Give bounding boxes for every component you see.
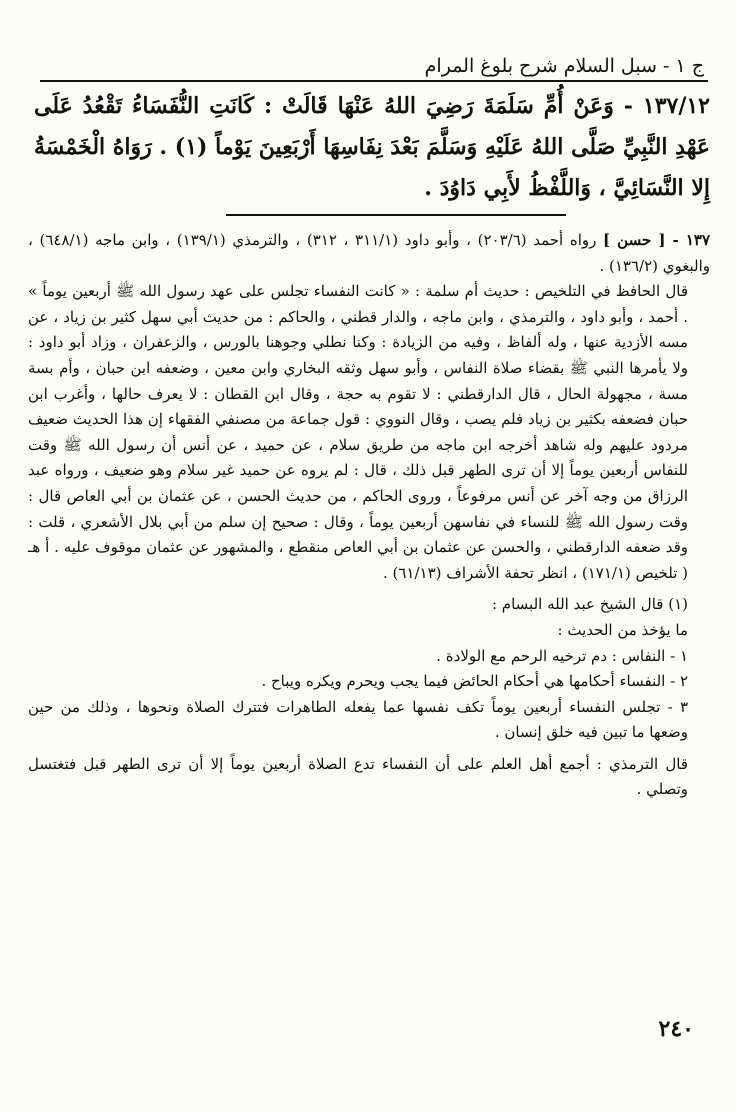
- footnote-item: ١ - النفاس : دم ترخيه الرحم مع الولادة .: [436, 646, 688, 665]
- running-header-text: ج ١ - سبل السلام شرح بلوغ المرام: [424, 55, 704, 77]
- header-rule: [40, 80, 708, 82]
- takhrij-paragraph: [28, 228, 710, 279]
- footnote-head: (١) قال الشيخ عبد الله البسام :: [491, 595, 688, 614]
- footnote-subhead: ما يؤخذ من الحديث :: [557, 620, 688, 639]
- hadith-text: ١٣٧/١٢ - وَعَنْ أُمِّ سَلَمَةَ رَضِيَ اللهُ عَنْهَا قَالَتْ : كَانَتِ النُّفَسَاءُ تَقْعُدُ عَلَى عَهْدِ النَّبِيِّ صَلَّى اللهُ عَلَيْهِ وَسَلَّمَ بَعْدَ نِفَاسِهَا أَرْبَعِينَ يَوْماً (١) . رَوَاهُ الْخَمْسَةُ إِلا النَّسَائِيَّ ، وَاللَّفْظُ لأَبِي دَاوُدَ .: [34, 93, 710, 201]
- page-number: ٢٤٠: [658, 1016, 694, 1042]
- takhrij-text: رواه أحمد (٢٠٣/٦) ، وأبو داود (٣١١/١ ، ٣١٢) ، والترمذي (١٣٩/١) ، وابن ماجه (٦٤٨/١) ، والبغوي (١٣٦/٢) .: [28, 231, 710, 275]
- footnote-item: ٣ - تجلس النفساء أربعين يوماً تكف نفسها عما يفعله الطاهرات فتترك الصلاة ونحوها ، وذلك من حين وضعها ما تبين فيه خلق إنسان .: [28, 697, 688, 742]
- running-header: [44, 44, 704, 78]
- takhrij-label: ١٣٧ - [ حسن ]: [603, 231, 710, 249]
- footnote-item: ٢ - النفساء أحكامها هي أحكام الحائض فيما يجب ويحرم ويكره ويباح .: [261, 672, 688, 691]
- notes-block: [28, 228, 710, 803]
- footnote-separator: [226, 214, 566, 216]
- footnote-closing: قال الترمذي : أجمع أهل العلم على أن النفساء تدع الصلاة أربعين يوماً إلا أن ترى الطهر قبل فتغتسل وتصلي .: [28, 754, 688, 799]
- hadith-block: [34, 86, 710, 209]
- commentary-paragraph: قال الحافظ في التلخيص : حديث أم سلمة : « كانت النفساء تجلس على عهد رسول الله ﷺ أربعين يوماً » . أحمد ، وأبو داود ، والترمذي ، وابن ماجه ، والدار قطني ، والحاكم : من حديث أبي سهل كثير بن زياد ، عن مسه الأزدية عنها ، وله ألفاظ ، وفيه من الزيادة : وكنا نطلي وجوهنا بالورس ، والزعفران ، وزاد أبو داود : ولا يأمرها النبي ﷺ بقضاء صلاة النفاس ، وأبو سهل وثقه البخاري وابن معين ، وضعفه ابن حبان ، وأم بسة مسة ، مجهولة الحال ، قال الدارقطني : لا تقوم به حجة ، وقال ابن القطان : لا يعرف حالها ، وأغرب ابن حبان فضعفه بكثير بن زياد فلم يصب ، وقال النووي : قول جماعة من مصنفي الفقهاء إن هذا الحديث ضعيف مردود عليهم وله شاهد أخرجه ابن ماجه من طريق سلام ، عن حميد ، عن أنس أن رسول الله ﷺ وقت للنفاس أربعين يوماً إلا أن ترى الطهر قبل ذلك ، قال : لم يروه عن حميد غير سلام وهو ضعيف ، ورواه عبد الرزاق من وجه آخر عن أنس مرفوعاً ، وروى الحاكم ، من حديث الحسن ، عن عثمان بن أبي العاص قال : وقت رسول الله ﷺ للنساء في نفاسهن أربعين يوماً ، وقال : صحيح إن سلم من أبي بلال الأشعري ، قلت : وقد ضعفه الدارقطني ، والحسن عن عثمان بن أبي العاص منقطع ، والمشهور عن عثمان موقوف عليه . أ هـ ( تلخيص (١٧١/١) ، انظر تحفة الأشراف (٦١/١٣) .: [28, 282, 689, 582]
